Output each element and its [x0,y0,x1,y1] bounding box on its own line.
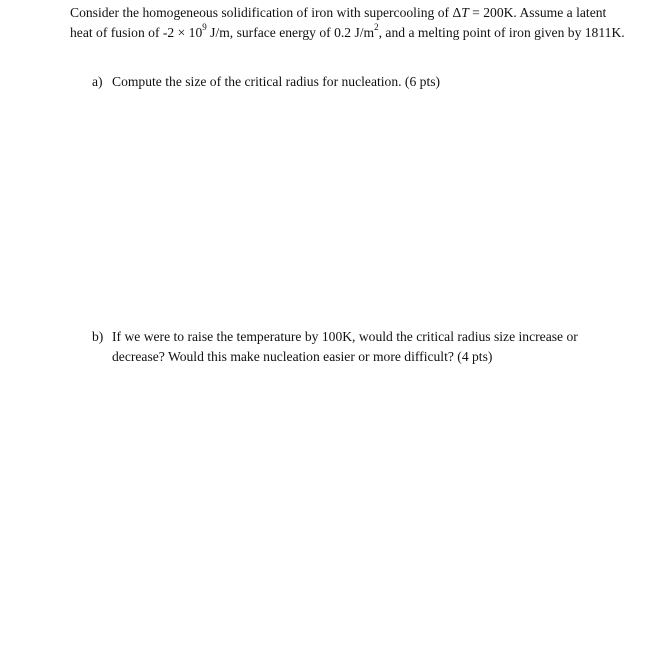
question-part-b-label: b) [92,329,104,344]
exponent-surface-energy: 2 [374,21,379,32]
problem-statement-text-1: Consider the homogeneous solidification of iron with supercooling of Δ [70,5,462,20]
question-part-a-text: Compute the size of the critical radius for nucleation. (6 pts) [112,74,441,89]
question-part-b-text: If we were to raise the temperature by 100K, would the critical radius size increase or decrease? Would this make nucleation easier or more difficult? (4 pts) [112,329,578,364]
problem-statement-text-2: = 200K. Assume a latent heat of fusion of -2 × 10 [70,5,607,40]
question-part-a [92,72,612,92]
problem-statement-text-3: J/m, surface energy of 0.2 J/m [206,24,375,40]
temperature-symbol: T [461,5,469,20]
question-part-b [92,327,612,366]
question-part-a-label: a) [92,74,103,89]
problem-statement-text-4: , and a melting point of iron given by 1811K. [378,24,625,40]
problem-statement [70,3,630,42]
exponent-latent-heat: 9 [202,21,207,32]
